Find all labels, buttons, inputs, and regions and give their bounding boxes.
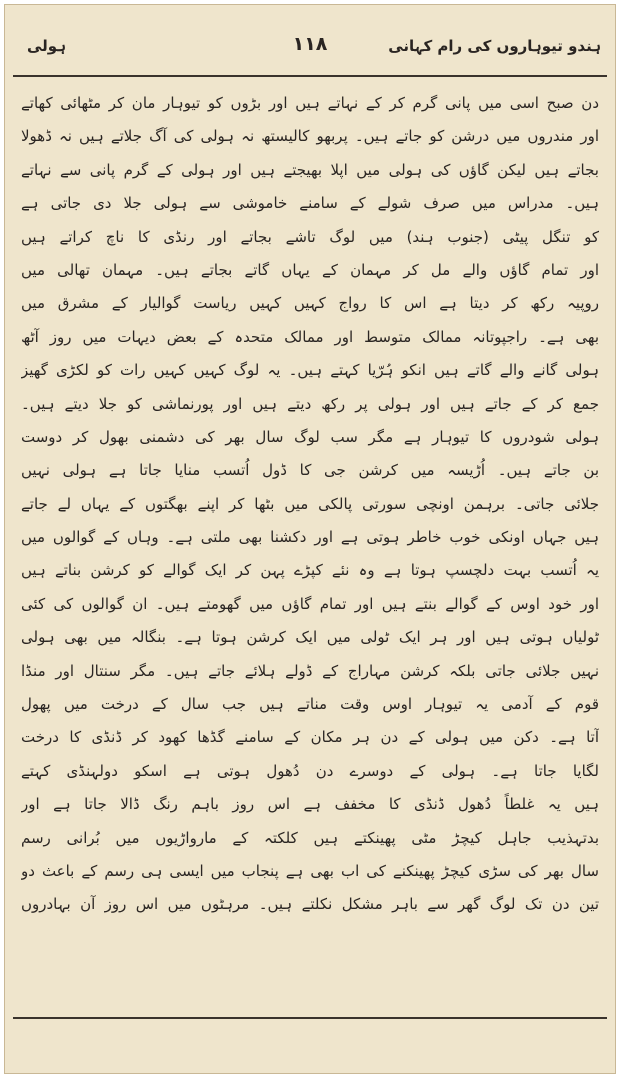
- section-title: ہولی: [27, 37, 67, 55]
- text-line: اور تمام گاؤں والے مل کر مہمان کے یہاں گاتے بجاتے ہیں۔ مہمان تھالی میں: [21, 260, 599, 279]
- text-line: نہیں جلائی جاتی بلکہ کرشن مہاراج کے ڈولے ہلائے جاتے ہیں۔ مگر سنتال اور منڈا: [21, 661, 599, 680]
- text-line: جلائی جاتی۔ برہمن اونچی سورتی پالکی میں بٹھا کر اپنے بھگتوں کے یہاں لے جاتے: [21, 494, 599, 513]
- text-line: ہیں یہ غلطاً دُھول ڈنڈی کا مخفف ہے اس روز باہم رنگ ڈالا جاتا ہے اور: [21, 795, 599, 814]
- text-line: قوم کے آدمی یہ تیوہار اوس وقت مناتے ہیں جب سال کے درخت میں پھول: [21, 695, 599, 714]
- text-line: اور خود اوس کے گوالے بنتے ہیں اور تمام گاؤں میں گھومتے ہیں۔ ان گوالوں کی کئی: [21, 594, 599, 613]
- book-page: [4, 4, 616, 1074]
- footer-rule: [13, 1017, 607, 1019]
- text-line: ٹولیاں ہوتی ہیں اور ہر ایک ٹولی میں ایک کرشن ہوتا ہے۔ بنگالہ میں بھی ہولی: [21, 628, 599, 647]
- text-line: سال بھر کی سڑی کیچڑ پھینکنے کی اب بھی ہے پنجاب میں ایسی ہی رسم کے باعث دو: [21, 861, 599, 880]
- text-line: دن صبح اسی میں پانی گرم کر کے نہاتے ہیں اور بڑوں کو تیوہار مان کر مٹھائی کھاتے: [21, 94, 599, 112]
- page-header: [19, 29, 601, 73]
- text-line: آتا ہے۔ دکن میں ہولی کے دن ہر مکان کے سامنے گڈھا کھود کر ڈنڈی کا درخت: [21, 728, 599, 747]
- text-line: جمع کر کے جاتے ہیں اور ہولی پر رکھ دیتے ہیں اور پورنماشی کو جلا دیتے ہیں۔: [21, 394, 599, 413]
- text-line: ہیں جہاں اونکی خوب خاطر ہوتی ہے اور دکشنا بھی ملتی ہے۔ وہاں کے گوالوں میں: [21, 528, 599, 547]
- text-line: ہولی شودروں کا تیوہار ہے مگر سب لوگ سال بھر کی دشمنی بھول کر دوست: [21, 427, 599, 446]
- text-line: روپیہ رکھ کر دیتا ہے اس کا رواج کہیں کہیں ریاست گوالیار کے مشرق میں: [21, 294, 599, 313]
- text-line: بجاتے ہیں لیکن گاؤں کی ہولی میں اپلا بھیجتے ہیں اور ہولی کے گرم پانی سے نہاتے: [21, 160, 599, 179]
- text-line: بدتہذیب جاہل کیچڑ مٹی پھینکتے ہیں کلکتہ کے مارواڑیوں میں بُرانی رسم: [21, 828, 599, 847]
- page-number: ۱۱۸: [292, 33, 328, 55]
- text-line: بھی ہے۔ راجپوتانہ ممالک متوسط اور ممالک متحدہ کے بعض دیہات میں روز آٹھ: [21, 327, 599, 346]
- text-line: لگایا جاتا ہے۔ ہولی کے دوسرے دن دُھول ہوتی ہے اسکو دولہنڈی کہتے: [21, 761, 599, 780]
- text-line: تین دن تک لوگ گھر سے باہر مشکل نکلتے ہیں۔ مرہٹوں میں اس روز آن بہادروں: [21, 895, 599, 914]
- text-line: ہیں۔ مدراس میں صرف شولے کے سامنے خاموشی سے ہولی جلا دی جاتی ہے: [21, 194, 599, 213]
- running-title: ہندو تیوہاروں کی رام کہانی: [388, 37, 601, 55]
- body-text: [21, 87, 599, 922]
- text-line: اور مندروں میں درشن کو جاتے ہیں۔ پربھو کالیستھ نہ ہولی کی آگ جلاتے ہیں نہ ڈھولا: [21, 127, 599, 146]
- header-rule: [13, 75, 607, 77]
- text-line: ہولی گانے والے گاتے ہیں انکو ہُرّیا کہتے ہیں۔ یہ لوگ کہیں کہیں رات کو لکڑی گھیز: [21, 361, 599, 380]
- text-line: بن جاتے ہیں۔ اُڑیسہ میں کرشن جی کا ڈول اُتسب منایا جاتا ہے ہولی نہیں: [21, 461, 599, 480]
- text-line: یہ اُتسب بہت دلچسپ ہوتا ہے وہ نئے کپڑے پہن کر ایک گوالے کو کرشن بناتے ہیں: [21, 561, 599, 580]
- text-line: کو تنگل پیٹی (جنوب ہند) میں لوگ تاشے بجاتے اور رنڈی کا ناچ کراتے ہیں: [21, 227, 599, 246]
